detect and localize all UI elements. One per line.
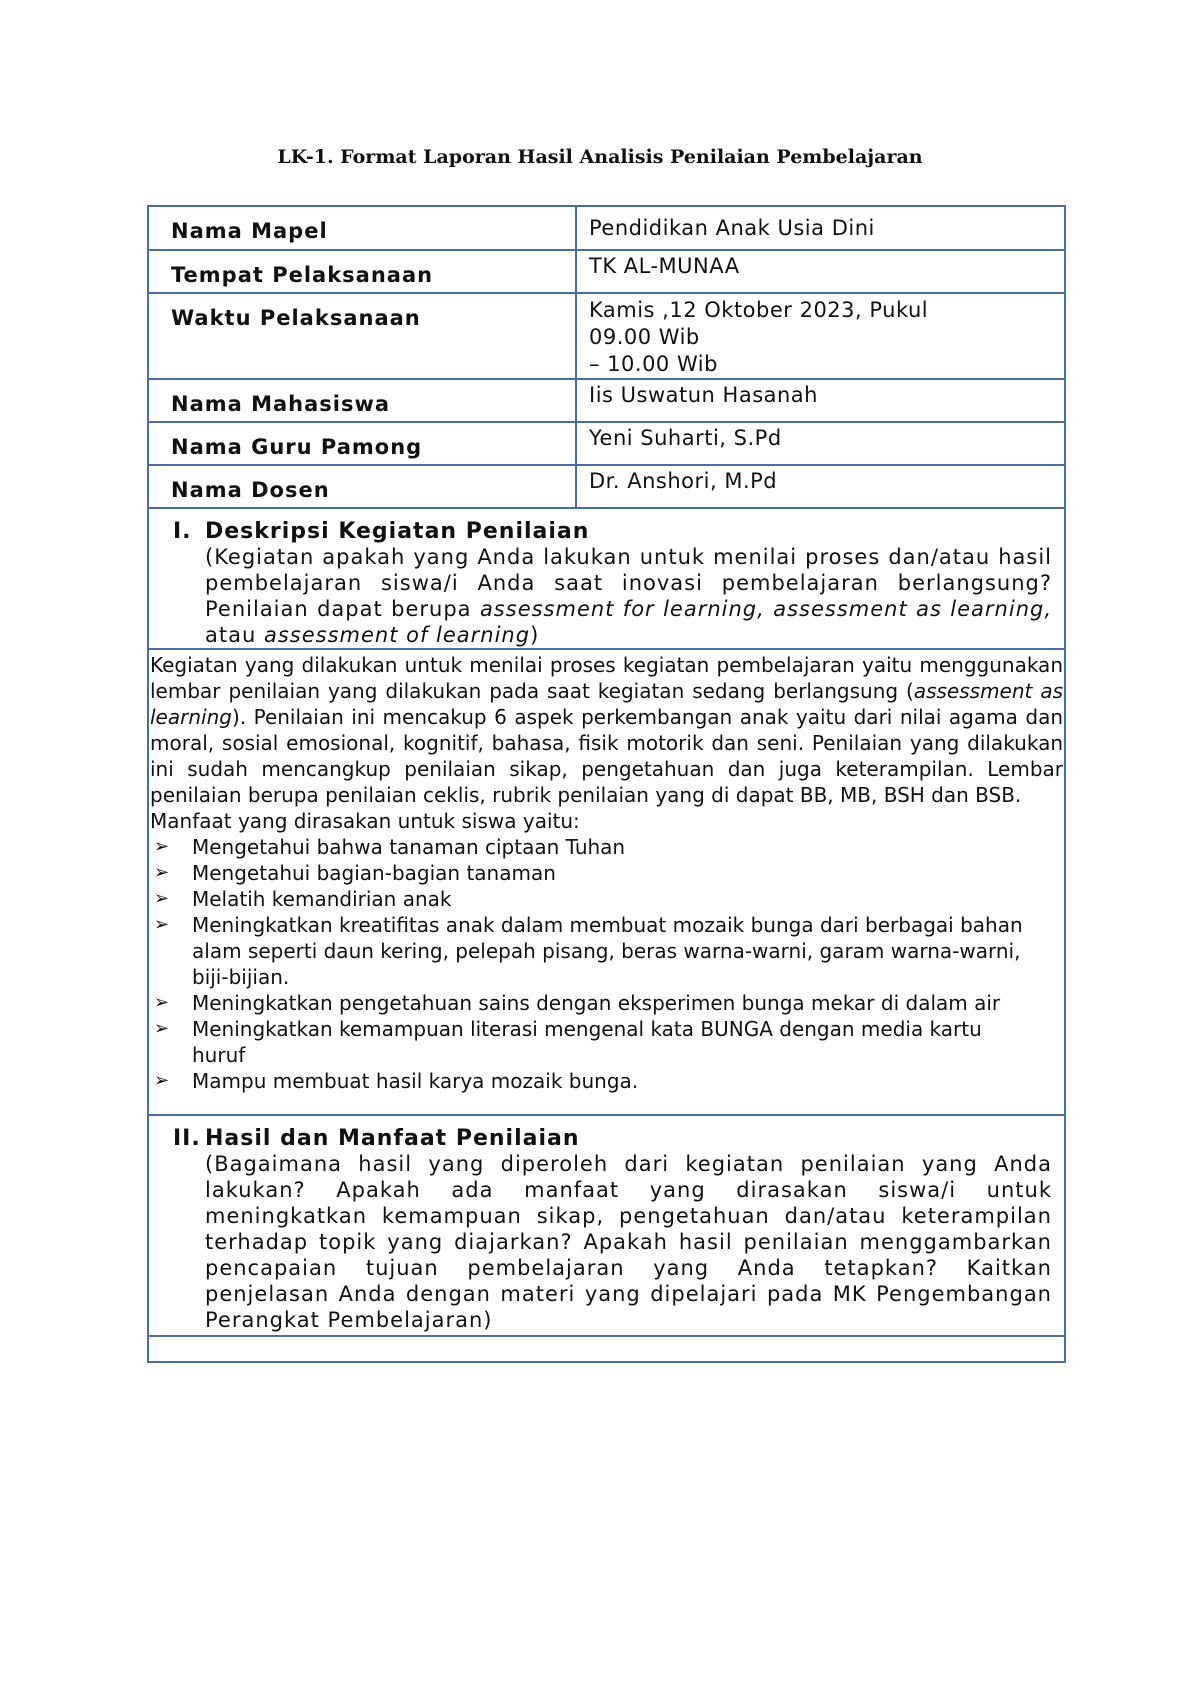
list-item <box>150 886 1063 912</box>
section-1-title: Deskripsi Kegiatan Penilaian <box>205 519 590 544</box>
list-item <box>150 912 1063 990</box>
info-row-guru-pamong <box>148 422 1065 465</box>
label-nama-mapel: Nama Mapel <box>148 206 576 250</box>
section-1-header-row <box>148 508 1065 649</box>
section-1-prompt-mid: atau <box>205 623 264 647</box>
label-nama-dosen: Nama Dosen <box>148 465 576 508</box>
benefit-text: Meningkatkan pengetahuan sains dengan eksperimen bunga mekar di dalam air <box>192 991 1001 1015</box>
section-1-answer <box>148 649 1065 1115</box>
section-1-header <box>148 508 1065 649</box>
benefit-text: Meningkatkan kemampuan literasi mengenal kata BUNGA dengan media kartu huruf <box>192 1017 982 1067</box>
arrow-bullet-icon: ➢ <box>154 1070 170 1091</box>
section-1-answer-paragraph <box>150 652 1063 808</box>
section-1-answer-row <box>148 649 1065 1115</box>
answer-text-2: ). Penilaian ini mencakup 6 aspek perkembangan anak yaitu dari nilai agama dan moral, sosial emosional, kognitif, bahasa, fisik motorik dan seni. Penilaian yang dilakukan ini sudah mencangkup penilaian sikap, pengetahuan dan juga keterampilan. Lembar penilaian berupa penilaian ceklis, rubrik penilaian yang di dapat BB, MB, BSH dan BSB. <box>150 705 1063 807</box>
label-tempat-pelaksanaan: Tempat Pelaksanaan <box>148 250 576 293</box>
value-tempat-pelaksanaan: TK AL-MUNAA <box>576 250 1065 293</box>
arrow-bullet-icon: ➢ <box>154 992 170 1013</box>
benefit-intro: Manfaat yang dirasakan untuk siswa yaitu: <box>150 809 580 833</box>
list-item <box>150 834 1063 860</box>
arrow-bullet-icon: ➢ <box>154 836 170 857</box>
benefit-text: Melatih kemandirian anak <box>192 887 452 911</box>
section-1-prompt <box>205 544 1052 648</box>
section-1-prompt-italic-1: assessment for learning, assessment as learning, <box>479 597 1053 621</box>
info-row-dosen <box>148 465 1065 508</box>
label-nama-mahasiswa: Nama Mahasiswa <box>148 379 576 422</box>
arrow-bullet-icon: ➢ <box>154 1018 170 1039</box>
value-nama-mapel: Pendidikan Anak Usia Dini <box>576 206 1065 250</box>
list-item <box>150 860 1063 886</box>
info-row-mahasiswa <box>148 379 1065 422</box>
section-2-title: Hasil dan Manfaat Penilaian <box>205 1126 580 1151</box>
section-2-header <box>148 1115 1065 1336</box>
info-row-mapel <box>148 206 1065 250</box>
section-2-heading <box>173 1126 1052 1151</box>
section-2-answer-row <box>148 1336 1065 1362</box>
benefit-text: Mengetahui bagian-bagian tanaman <box>192 861 556 885</box>
answer-text-1: Kegiatan yang dilakukan untuk menilai proses kegiatan pembelajaran yaitu menggunakan lembar penilaian yang dilakukan pada saat kegiatan sedang berlangsung ( <box>150 653 1063 703</box>
document-title: LK-1. Format Laporan Hasil Analisis Penilaian Pembelajaran <box>277 146 923 168</box>
section-2-prompt: (Bagaimana hasil yang diperoleh dari kegiatan penilaian yang Anda lakukan? Apakah ada manfaat yang dirasakan siswa/i untuk meningkatkan kemampuan sikap, pengetahuan dan/atau keterampilan terhadap topik yang diajarkan? Apakah hasil penilaian menggambarkan pencapaian tujuan pembelajaran yang Anda tetapkan? Kaitkan penjelasan Anda dengan materi yang dipelajari pada MK Pengembangan Perangkat Pembelajaran) <box>205 1152 1052 1332</box>
section-2-header-row <box>148 1115 1065 1336</box>
value-nama-guru-pamong: Yeni Suharti, S.Pd <box>576 422 1065 465</box>
value-waktu-pelaksanaan <box>576 293 1065 379</box>
section-1-prompt-text: (Kegiatan apakah yang Anda lakukan untuk menilai proses dan/atau hasil pembelajaran siswa/i Anda saat inovasi pembelajaran berlangsung? Penilaian dapat berupa <box>205 545 1052 621</box>
section-1-prompt-end: ) <box>530 623 540 647</box>
value-nama-mahasiswa: Iis Uswatun Hasanah <box>576 379 1065 422</box>
waktu-line-1: Kamis ,12 Oktober 2023, Pukul <box>589 298 929 322</box>
answer-italic: assessment as learning <box>150 679 1064 729</box>
section-1-number: I. <box>173 519 192 544</box>
waktu-line-2: 09.00 Wib <box>589 325 700 349</box>
info-row-waktu <box>148 293 1065 379</box>
info-row-tempat <box>148 250 1065 293</box>
section-1-heading <box>173 519 1052 544</box>
section-2-answer <box>148 1336 1065 1362</box>
list-item <box>150 990 1063 1016</box>
list-item <box>150 1016 1063 1068</box>
report-form-table <box>147 205 1066 1363</box>
section-2-number: II. <box>173 1126 201 1151</box>
label-nama-guru-pamong: Nama Guru Pamong <box>148 422 576 465</box>
benefit-text: Mengetahui bahwa tanaman ciptaan Tuhan <box>192 835 626 859</box>
waktu-line-3: – 10.00 Wib <box>589 352 718 376</box>
arrow-bullet-icon: ➢ <box>154 888 170 909</box>
benefit-list <box>150 834 1063 1094</box>
arrow-bullet-icon: ➢ <box>154 914 170 935</box>
section-1-prompt-italic-2: assessment of learning <box>263 623 531 647</box>
value-nama-dosen: Dr. Anshori, M.Pd <box>576 465 1065 508</box>
benefit-text: Mampu membuat hasil karya mozaik bunga. <box>192 1069 639 1093</box>
label-waktu-pelaksanaan: Waktu Pelaksanaan <box>148 293 576 379</box>
arrow-bullet-icon: ➢ <box>154 862 170 883</box>
list-item <box>150 1068 1063 1094</box>
benefit-text: Meningkatkan kreatifitas anak dalam membuat mozaik bunga dari berbagai bahan alam seperti daun kering, pelepah pisang, beras warna-warni, garam warna-warni, biji-bijian. <box>192 913 1023 989</box>
